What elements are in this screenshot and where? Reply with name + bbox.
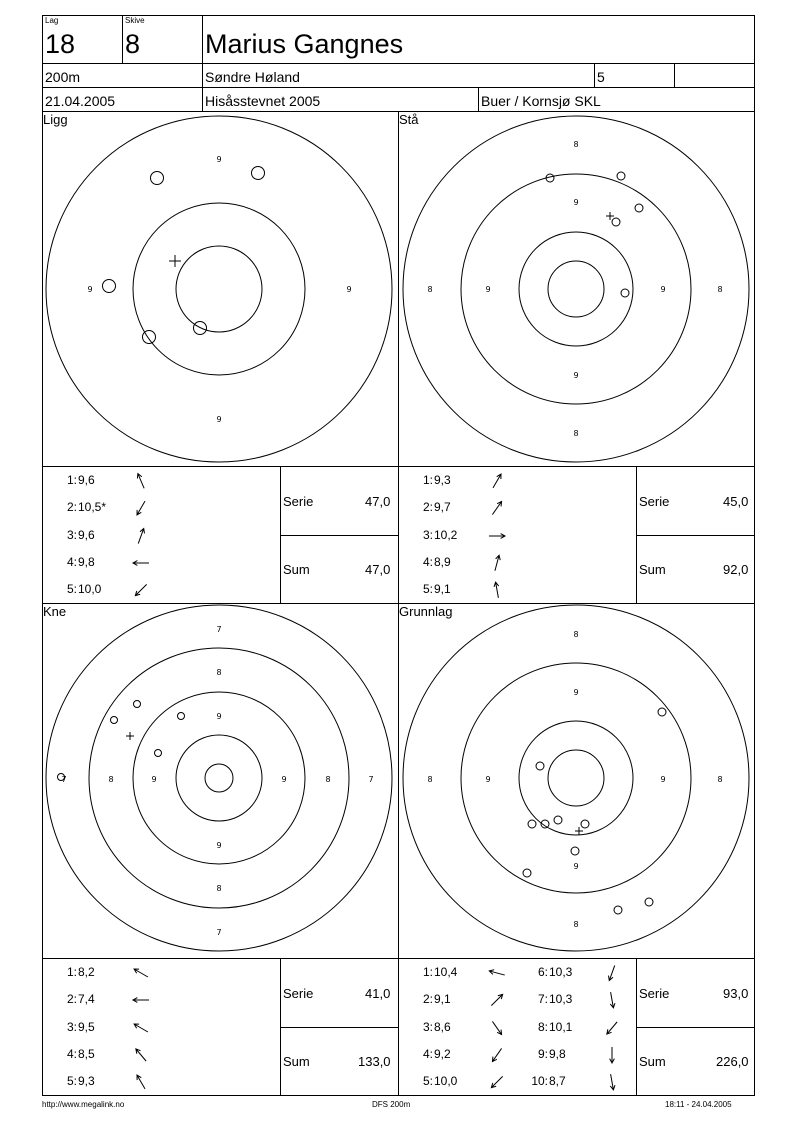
ring bbox=[46, 605, 392, 951]
ring bbox=[548, 750, 604, 806]
direction-arrow-icon bbox=[486, 1071, 508, 1093]
shot-number: 5: bbox=[422, 582, 433, 597]
ring-label: 9 bbox=[216, 841, 222, 850]
ring-label: 9 bbox=[281, 775, 287, 784]
direction-arrow-icon bbox=[130, 525, 152, 547]
direction-arrow-icon bbox=[601, 1044, 623, 1066]
kne-sum-value: 133,0 bbox=[358, 1054, 391, 1069]
grunnlag-sum-value: 226,0 bbox=[716, 1054, 749, 1069]
skive-label: Skive bbox=[125, 16, 145, 25]
shot-number: 2: bbox=[66, 500, 77, 515]
shot-number: 3: bbox=[66, 1019, 77, 1034]
shot-number: 1: bbox=[422, 965, 433, 979]
ring-label: 7 bbox=[216, 928, 222, 937]
ring-label: 9 bbox=[485, 285, 491, 294]
direction-arrow-icon bbox=[486, 989, 508, 1011]
ring-label: 9 bbox=[660, 775, 666, 784]
shot-score: 9,6 bbox=[78, 527, 95, 542]
target-title-kne: Kne bbox=[43, 604, 67, 619]
direction-arrow-icon bbox=[486, 1044, 508, 1066]
shot-number: 9: bbox=[537, 1046, 548, 1061]
lag-value: 18 bbox=[45, 29, 76, 59]
ring bbox=[461, 663, 691, 893]
shot-score: 9,7 bbox=[434, 500, 451, 515]
direction-arrow-icon bbox=[130, 989, 152, 1011]
target-title-ligg: Ligg bbox=[43, 112, 68, 127]
shot-row bbox=[529, 1021, 639, 1039]
shot-number: 1: bbox=[66, 965, 77, 979]
shot-row bbox=[414, 556, 524, 574]
shot-number: 10: bbox=[531, 1074, 548, 1089]
ring-label: 7 bbox=[216, 625, 222, 634]
shot-score: 8,9 bbox=[434, 554, 451, 569]
footer-timestamp: 18:11 - 24.04.2005 bbox=[665, 1100, 732, 1109]
direction-arrow-icon bbox=[130, 962, 152, 984]
ring-label: 9 bbox=[573, 198, 579, 207]
shot-score: 9,8 bbox=[549, 1046, 566, 1061]
shot-row bbox=[58, 501, 168, 519]
shot-score: 10,4 bbox=[434, 965, 458, 979]
shot-number: 7: bbox=[537, 992, 548, 1007]
shot-number: 4: bbox=[422, 1046, 433, 1061]
shot-hole bbox=[571, 847, 579, 855]
ring-label: 8 bbox=[427, 285, 433, 294]
shot-hole bbox=[617, 172, 625, 180]
shot-row bbox=[414, 1075, 524, 1093]
ring-label: 8 bbox=[573, 429, 579, 438]
shot-number: 8: bbox=[537, 1019, 548, 1034]
ring bbox=[176, 246, 262, 332]
direction-arrow-icon bbox=[601, 989, 623, 1011]
skive-value: 8 bbox=[125, 29, 141, 59]
class: 5 bbox=[597, 69, 605, 85]
ring-label: 9 bbox=[573, 371, 579, 380]
sta-serie-value: 45,0 bbox=[723, 494, 749, 509]
shot-score: 8,2 bbox=[78, 965, 95, 979]
ring-label: 9 bbox=[660, 285, 666, 294]
shot-score: 10,3 bbox=[549, 965, 573, 979]
sta-sum-label: Sum bbox=[639, 562, 666, 577]
direction-arrow-icon bbox=[486, 962, 508, 984]
shot-number: 3: bbox=[66, 527, 77, 542]
shot-score: 10,0 bbox=[78, 582, 102, 597]
grunnlag-sum-label: Sum bbox=[639, 1054, 666, 1069]
shot-row bbox=[414, 966, 524, 984]
shot-number: 4: bbox=[66, 1046, 77, 1061]
grunnlag-serie-value: 93,0 bbox=[723, 986, 749, 1001]
shot-row bbox=[414, 993, 524, 1011]
shot-row bbox=[529, 1075, 639, 1093]
shot-number: 1: bbox=[66, 473, 77, 487]
direction-arrow-icon bbox=[130, 470, 152, 492]
kne-serie-value: 41,0 bbox=[365, 986, 391, 1001]
club: Søndre Høland bbox=[205, 69, 300, 85]
ring bbox=[403, 116, 749, 462]
shot-score: 9,1 bbox=[434, 992, 451, 1007]
shot-hole bbox=[645, 898, 653, 906]
ring bbox=[519, 232, 633, 346]
ring-label: 9 bbox=[573, 862, 579, 871]
ring-label: 9 bbox=[573, 688, 579, 697]
footer-url: http://www.megalink.no bbox=[42, 1100, 125, 1109]
distance: 200m bbox=[45, 69, 81, 85]
shot-hole bbox=[581, 820, 589, 828]
shot-number: 6: bbox=[537, 965, 548, 979]
direction-arrow-icon bbox=[486, 552, 508, 574]
shot-number: 3: bbox=[422, 1019, 433, 1034]
ligg-serie-label: Serie bbox=[283, 494, 314, 509]
shot-score: 9,6 bbox=[78, 473, 95, 487]
ring-label: 8 bbox=[717, 285, 723, 294]
shot-hole bbox=[536, 762, 544, 770]
shot-hole bbox=[635, 204, 643, 212]
ring bbox=[519, 721, 633, 835]
shot-hole bbox=[554, 816, 562, 824]
grunnlag-serie-label: Serie bbox=[639, 986, 670, 1001]
shot-row bbox=[414, 1048, 524, 1066]
center-mark bbox=[169, 255, 181, 267]
sta-serie-label: Serie bbox=[639, 494, 670, 509]
direction-arrow-icon bbox=[130, 1044, 152, 1066]
direction-arrow-icon bbox=[130, 1071, 152, 1093]
ring-label: 8 bbox=[573, 920, 579, 929]
shot-row bbox=[529, 1048, 639, 1066]
shot-row bbox=[58, 993, 168, 1011]
direction-arrow-icon bbox=[601, 962, 623, 984]
shot-row bbox=[414, 1021, 524, 1039]
ring-label: 7 bbox=[61, 775, 67, 784]
shot-score: 9,2 bbox=[434, 1046, 451, 1061]
shot-hole bbox=[134, 701, 141, 708]
ring-label: 8 bbox=[573, 630, 579, 639]
ring-label: 9 bbox=[216, 155, 222, 164]
shot-hole bbox=[621, 289, 629, 297]
center-mark bbox=[126, 732, 134, 740]
shot-score: 9,8 bbox=[78, 554, 95, 569]
direction-arrow-icon bbox=[130, 497, 152, 519]
ring bbox=[89, 648, 349, 908]
shot-score: 9,1 bbox=[434, 582, 451, 597]
shooter-name: Marius Gangnes bbox=[205, 29, 404, 59]
shot-number: 3: bbox=[422, 527, 433, 542]
shot-row bbox=[58, 966, 168, 984]
shot-row bbox=[414, 501, 524, 519]
shot-score: 10,2 bbox=[434, 527, 458, 542]
ligg-sum-label: Sum bbox=[283, 562, 310, 577]
ring bbox=[403, 605, 749, 951]
shot-number: 5: bbox=[66, 582, 77, 597]
shot-score: 10,0 bbox=[434, 1074, 458, 1089]
ring-label: 8 bbox=[427, 775, 433, 784]
shot-score: 8,6 bbox=[434, 1019, 451, 1034]
kne-target bbox=[42, 603, 398, 958]
ring-label: 8 bbox=[216, 668, 222, 677]
shot-hole bbox=[614, 906, 622, 914]
shot-number: 5: bbox=[66, 1074, 77, 1089]
shot-row bbox=[529, 993, 639, 1011]
shot-number: 1: bbox=[422, 473, 433, 487]
shot-number: 4: bbox=[66, 554, 77, 569]
shot-score: 8,7 bbox=[549, 1074, 566, 1089]
shot-score: 10,3 bbox=[549, 992, 573, 1007]
direction-arrow-icon bbox=[130, 552, 152, 574]
direction-arrow-icon bbox=[486, 579, 508, 601]
shot-row bbox=[58, 583, 168, 601]
ring-label: 9 bbox=[151, 775, 157, 784]
shot-row bbox=[58, 1075, 168, 1093]
shot-score: 10,5* bbox=[78, 500, 107, 515]
ring bbox=[548, 261, 604, 317]
shot-score: 7,4 bbox=[78, 992, 95, 1007]
ring-label: 9 bbox=[485, 775, 491, 784]
kne-serie-label: Serie bbox=[283, 986, 314, 1001]
ring-label: 8 bbox=[717, 775, 723, 784]
ring bbox=[176, 735, 262, 821]
ring-label: 8 bbox=[108, 775, 114, 784]
shot-row bbox=[58, 474, 168, 492]
center-mark bbox=[575, 827, 583, 835]
ligg-target bbox=[42, 111, 398, 466]
shot-number: 4: bbox=[422, 554, 433, 569]
direction-arrow-icon bbox=[130, 579, 152, 601]
shot-hole bbox=[658, 708, 666, 716]
shot-row bbox=[58, 529, 168, 547]
ring bbox=[205, 764, 233, 792]
shot-row bbox=[58, 1021, 168, 1039]
ring-label: 8 bbox=[216, 884, 222, 893]
shot-hole bbox=[528, 820, 536, 828]
shot-row bbox=[414, 529, 524, 547]
direction-arrow-icon bbox=[601, 1071, 623, 1093]
shot-number: 2: bbox=[422, 992, 433, 1007]
ring-label: 8 bbox=[573, 140, 579, 149]
direction-arrow-icon bbox=[486, 1017, 508, 1039]
shot-hole bbox=[178, 713, 185, 720]
ring-label: 7 bbox=[368, 775, 374, 784]
ring-label: 9 bbox=[216, 712, 222, 721]
shot-hole bbox=[143, 331, 156, 344]
shot-hole bbox=[252, 167, 265, 180]
ring bbox=[46, 116, 392, 462]
shot-number: 5: bbox=[422, 1074, 433, 1089]
direction-arrow-icon bbox=[486, 525, 508, 547]
shot-score: 9,3 bbox=[78, 1074, 95, 1089]
shot-hole bbox=[155, 750, 162, 757]
ring bbox=[461, 174, 691, 404]
shot-hole bbox=[103, 280, 116, 293]
shot-score: 9,3 bbox=[434, 473, 451, 487]
shot-number: 2: bbox=[66, 992, 77, 1007]
sta-sum-value: 92,0 bbox=[723, 562, 749, 577]
footer-system: DFS 200m bbox=[372, 1100, 411, 1109]
direction-arrow-icon bbox=[486, 470, 508, 492]
ligg-sum-value: 47,0 bbox=[365, 562, 391, 577]
ring-label: 9 bbox=[216, 415, 222, 424]
ring-label: 8 bbox=[325, 775, 331, 784]
center-mark bbox=[606, 212, 614, 220]
shot-score: 10,1 bbox=[549, 1019, 573, 1034]
ring-label: 9 bbox=[346, 285, 352, 294]
shot-hole bbox=[612, 218, 620, 226]
shot-hole bbox=[111, 717, 118, 724]
grunnlag-target bbox=[398, 603, 754, 958]
shot-row bbox=[414, 583, 524, 601]
sta-target bbox=[398, 111, 754, 466]
ring bbox=[133, 203, 305, 375]
shot-row bbox=[58, 1048, 168, 1066]
shot-hole bbox=[523, 869, 531, 877]
lag-label: Lag bbox=[45, 16, 59, 25]
direction-arrow-icon bbox=[486, 497, 508, 519]
ring-label: 9 bbox=[87, 285, 93, 294]
shot-row bbox=[414, 474, 524, 492]
direction-arrow-icon bbox=[130, 1017, 152, 1039]
direction-arrow-icon bbox=[601, 1017, 623, 1039]
shot-score: 8,5 bbox=[78, 1046, 95, 1061]
shot-hole bbox=[151, 172, 164, 185]
kne-sum-label: Sum bbox=[283, 1054, 310, 1069]
target-title-sta: Stå bbox=[399, 112, 419, 127]
shot-row bbox=[529, 966, 639, 984]
date: 21.04.2005 bbox=[45, 93, 116, 109]
ligg-serie-value: 47,0 bbox=[365, 494, 391, 509]
organizer: Buer / Kornsjø SKL bbox=[481, 93, 601, 109]
shot-number: 2: bbox=[422, 500, 433, 515]
shot-row bbox=[58, 556, 168, 574]
target-title-grunnlag: Grunnlag bbox=[399, 604, 453, 619]
event: Hisåsstevnet 2005 bbox=[205, 93, 321, 109]
shot-score: 9,5 bbox=[78, 1019, 95, 1034]
